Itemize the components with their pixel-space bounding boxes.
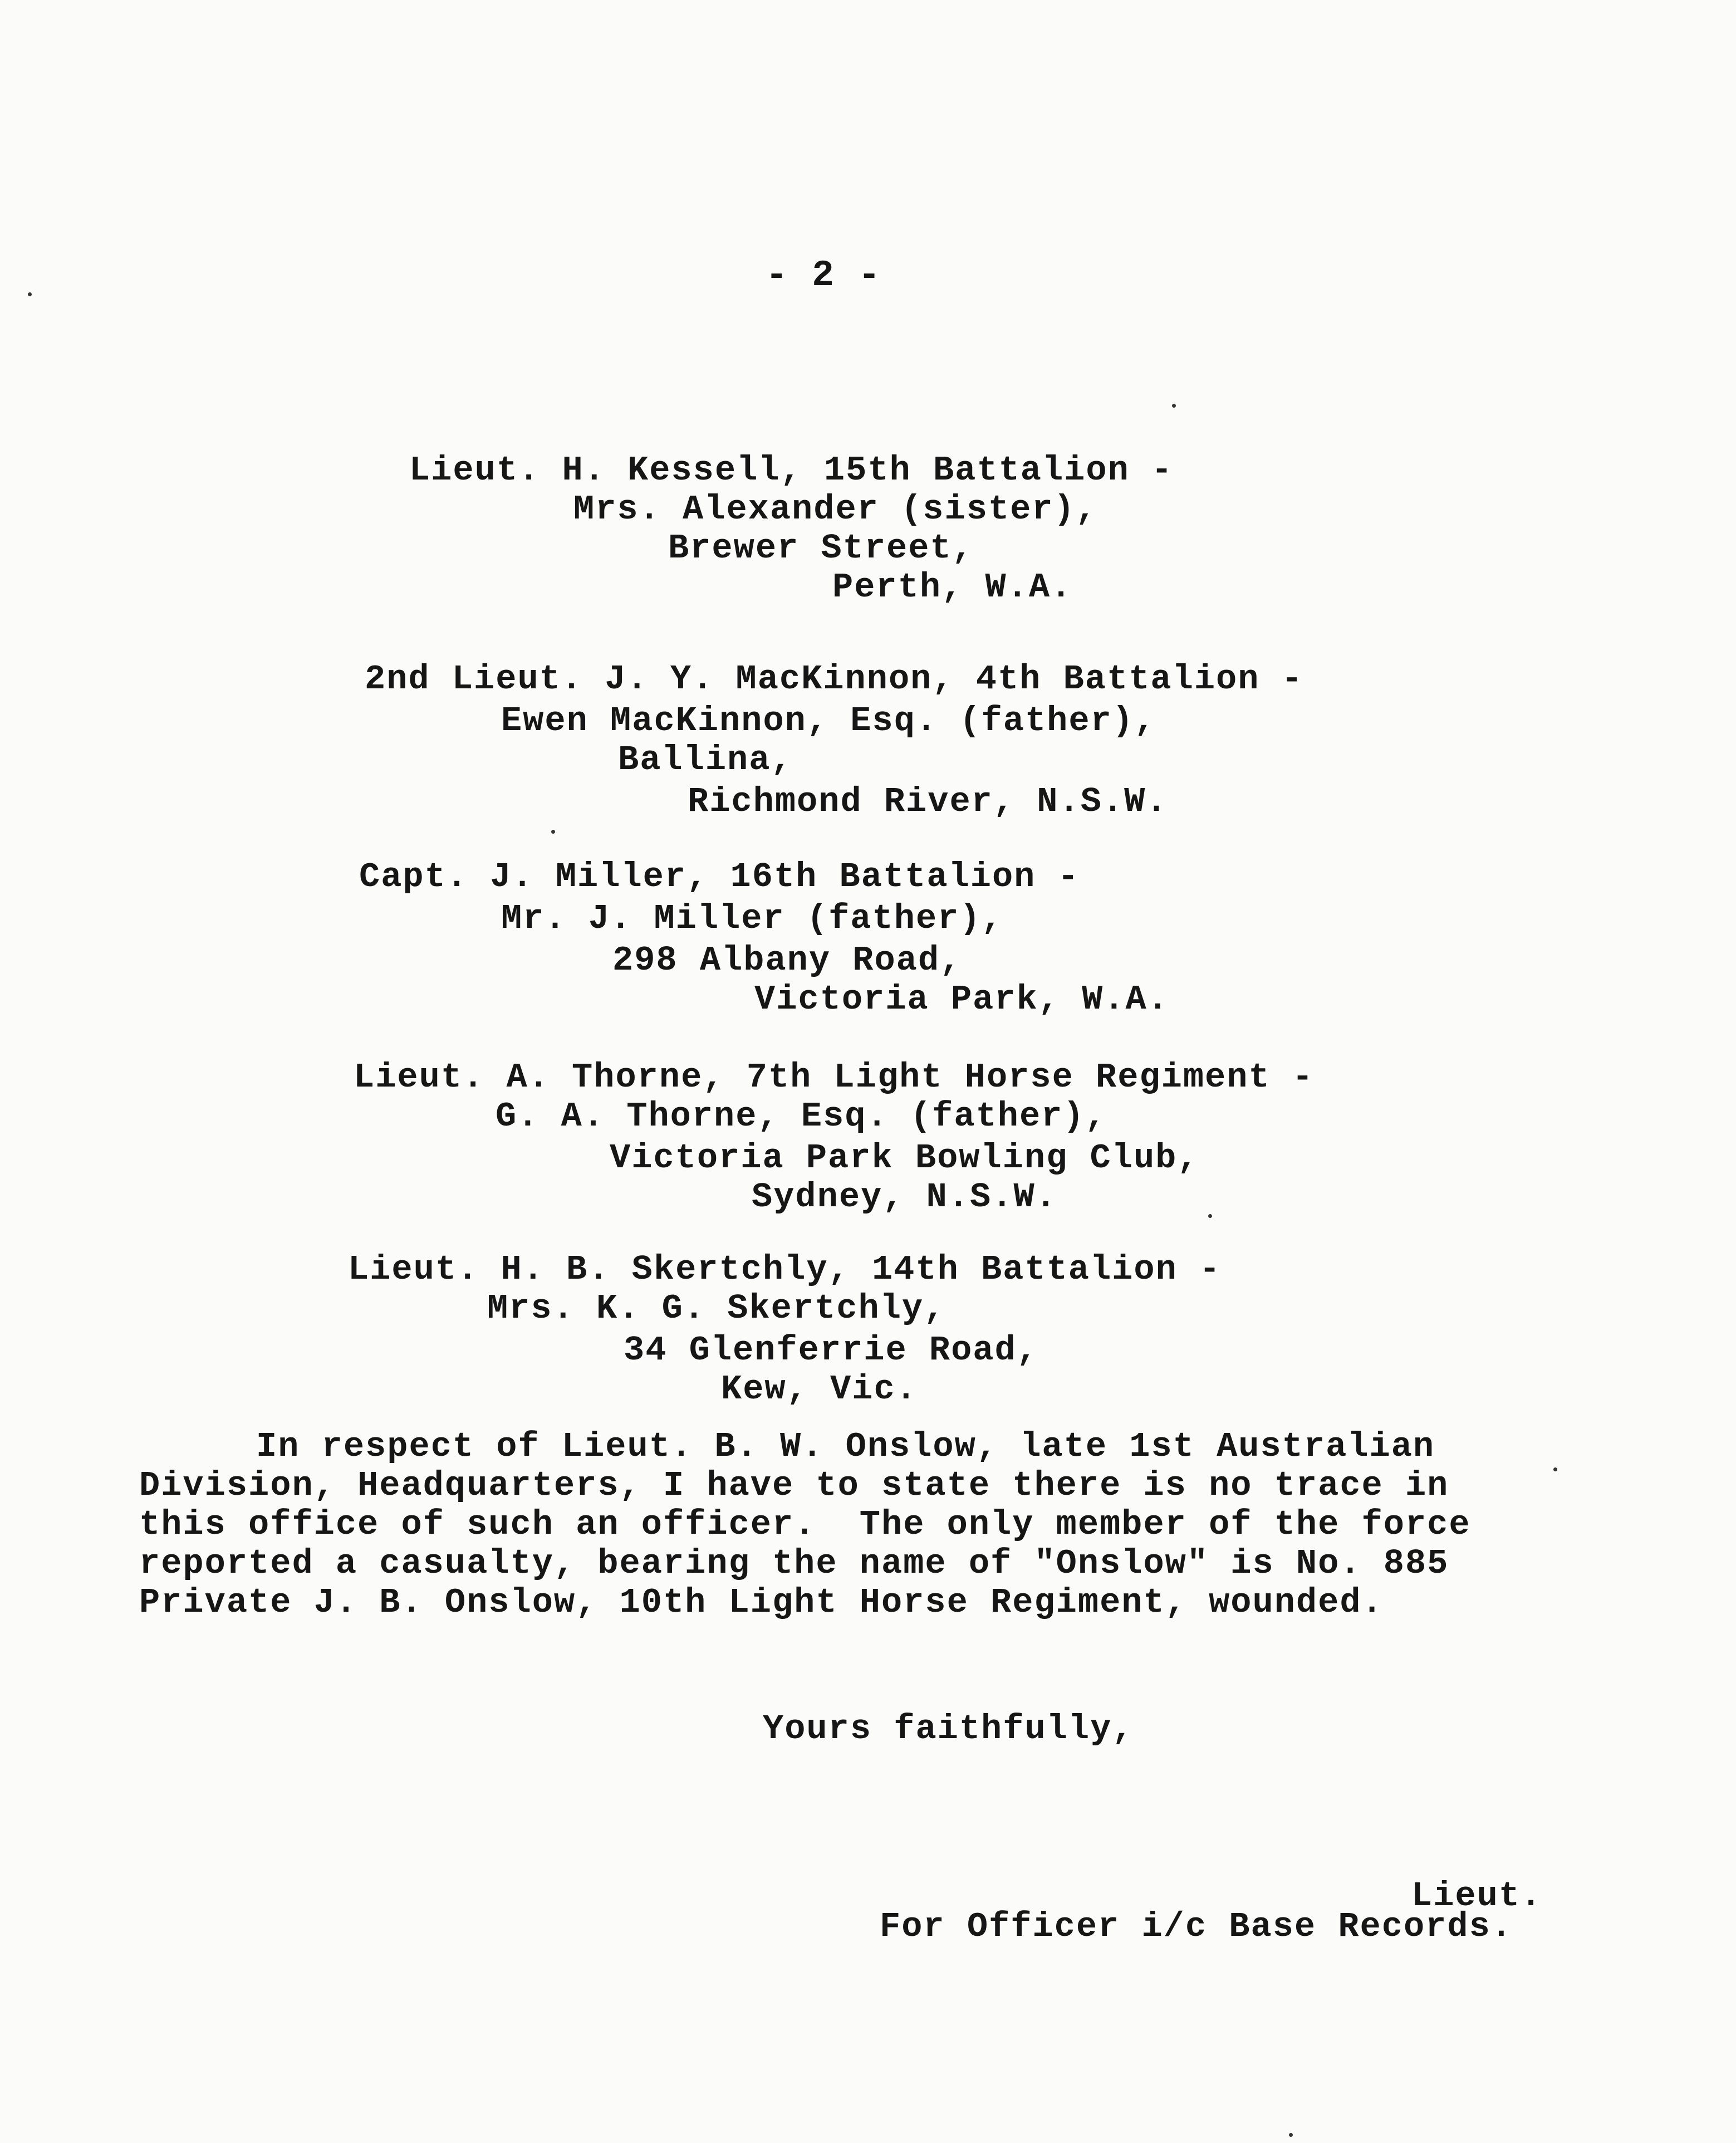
closing: Yours faithfully, [763,1709,1134,1749]
scan-speck [1553,1467,1557,1471]
paragraph-line: Division, Headquarters, I have to state there is no trace in [139,1466,1449,1505]
entry-address-city: Sydney, N.S.W. [752,1177,1057,1217]
entry-address-street: Ballina, [618,740,793,780]
paragraph-line: Private J. B. Onslow, 10th Light Horse Regiment, wounded. [139,1583,1384,1622]
scan-speck [1172,404,1176,408]
entry-officer: Lieut. H. B. Skertchly, 14th Battalion - [348,1250,1222,1289]
entry-address-city: Victoria Park, W.A. [754,980,1169,1019]
scan-speck [1289,2133,1293,2137]
entry-contact: Mr. J. Miller (father), [501,899,1003,938]
entry-officer: Lieut. A. Thorne, 7th Light Horse Regiment - [354,1058,1315,1097]
signature-title: For Officer i/c Base Records. [880,1907,1513,1946]
entry-address-city: Perth, W.A. [832,567,1073,607]
entry-contact: Ewen MacKinnon, Esq. (father), [501,701,1156,741]
scan-speck [551,830,555,834]
entry-contact: G. A. Thorne, Esq. (father), [496,1097,1107,1136]
entry-address-street: 298 Albany Road, [612,941,962,980]
scan-speck [28,292,32,296]
entry-address-city: Richmond River, N.S.W. [688,782,1168,821]
signature-rank: Lieut. [1411,1876,1543,1916]
entry-address-city: Kew, Vic. [721,1369,918,1409]
entry-contact: Mrs. K. G. Skertchly, [487,1289,946,1328]
entry-officer: 2nd Lieut. J. Y. MacKinnon, 4th Battalion - [365,659,1303,699]
entry-contact: Mrs. Alexander (sister), [573,490,1097,529]
entry-officer: Lieut. H. Kessell, 15th Battalion - [409,451,1174,490]
entry-address-street: Brewer Street, [668,529,974,568]
paragraph-line: In respect of Lieut. B. W. Onslow, late 1st Australian [256,1427,1435,1466]
scan-speck [1208,1214,1212,1218]
entry-address-street: 34 Glenferrie Road, [624,1330,1038,1370]
paragraph-line: reported a casualty, bearing the name of "Onslow" is No. 885 [139,1544,1449,1583]
paragraph-line: this office of such an officer. The only member of the force [139,1505,1471,1544]
page-number: - 2 - [766,255,882,296]
entry-officer: Capt. J. Miller, 16th Battalion - [359,857,1080,897]
entry-address-street: Victoria Park Bowling Club, [610,1138,1199,1178]
